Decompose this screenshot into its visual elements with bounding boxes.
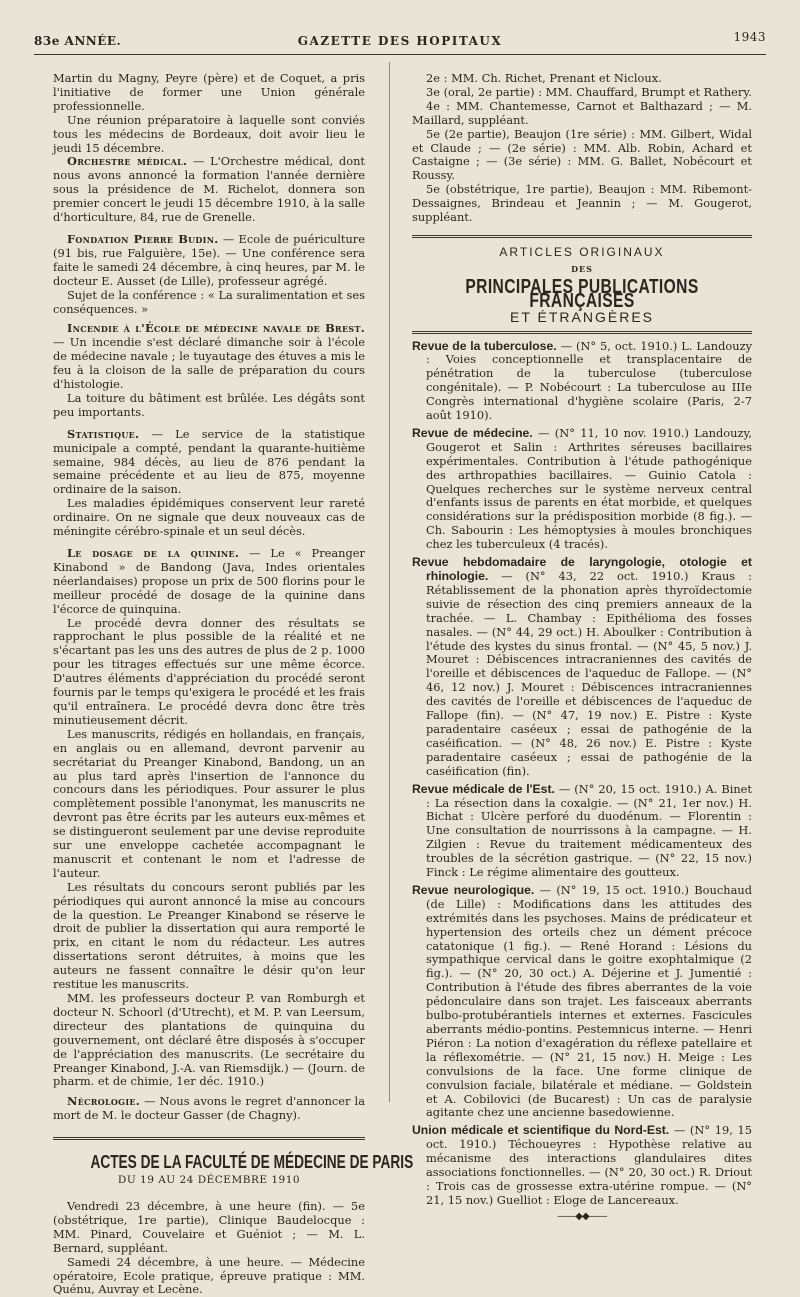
news-quinine xyxy=(53,547,365,617)
review-text: — (N° 19, 15 oct. 1910.) Téchoueyres : Hypothèse relative au mécanisme des interactions glandulaires dites associations fonctionnelles. — (N° 20, 30 oct.) R. Driout : Trois cas de grossesse extra-utérine rompue. — (N° 21, 15 nov.) Guelliot : Eloge de Lancereaux. xyxy=(426,1123,752,1207)
end-ornament: ——◆◆—— xyxy=(557,1210,607,1222)
paragraph-union: Martin du Magny, Peyre (père) et de Coquet, a pris l'initiative de former une Union générale professionnelle. xyxy=(53,71,365,113)
review-text: — (N° 19, 15 oct. 1910.) Bouchaud (de Lille) : Modifications dans les attitudes des extrémités dans les psychoses. Mains de prédicateur et hypertension des orteils chez un dément précoce catatonique (1 fig.). — René Horand : Lésions du sympathique cervical dans le goitre exophtalmique (2 fig.). — (N° 20, 30 oct.) A. Déjerine et J. Jumentié : Contribution à l'étude des fibres aberrantes de la voie pédonculaire dans son trajet. Les faisceaux aberrants bulbo-protubérantiels internes et externes. Fascicules aberrants médio-pontins. Pestemnicus interne. — Henri Piéron : La notion d'exagération du réflexe patellaire et la réflexométrie. — (N° 21, 15 nov.) H. Meige : Les convulsions de la face. Une forme clinique de convulsion faciale, bilatérale et médiane. — Goldstein et A. Cobilovici (de Bucarest) : Un cas de paralysie agitante chez une ancienne basedowienne. xyxy=(426,882,752,1120)
news-quinine-p5: MM. les professeurs docteur P. van Romburgh et docteur N. Schoorl (d'Utrecht), et M. P. van Leersum, directeur des plantations de quinquina du gouvernement, ont déclaré être disposés à s'occuper de l'appréciation des manuscrits. (Le secrétaire du Preanger Kinabond, J.-A. van Riemsdijk.) — (Journ. de pharm. et de chimie, 1er déc. 1910.) xyxy=(53,991,365,1089)
articles-subtitle: ET ÉTRANGÈRES xyxy=(510,308,654,325)
review-text: — (N° 20, 15 oct. 1910.) A. Binet : La résection dans la coxalgie. — (N° 21, 1er nov.) H. Bichat : Ulcère perforé du duodénum. — Florentin : Une consultation de nourrissons à la campagne. — H. Zilgien : Revue du traitement médicamenteux des troubles de la sécrétion gastrique. — (N° 22, 15 nov.) Finck : Le régime alimentaire des goutteux. xyxy=(426,781,753,880)
review-title: Revue de la tuberculose. xyxy=(412,338,557,353)
running-head xyxy=(34,30,766,50)
review-text: — (N° 11, 10 nov. 1910.) Landouzy, Gougerot et Salin : Arthrites séreuses bacillaires expérimentales. Contribution à l'étude pathogénique des arthropathies bacillaires. — Guinio Catola : Quelques recherches sur le système nerveux central d'enfants issus de parents en état morbide, et quelques considérations sur la prédisposition morbide (8 fig.). — Ch. Sabourin : Les hémoptysies à moules bronchiques chez les tuberculeux (4 tracés). xyxy=(426,425,752,552)
news-heading: Nécrologie. xyxy=(67,1094,141,1109)
news-heading: Le dosage de la quinine. xyxy=(67,546,240,560)
page-number: 1943 xyxy=(733,30,766,44)
actes-section xyxy=(53,1137,414,1188)
news-text: — Le « Preanger Kinabond » de Bandong (Java, Indes orientales néerlandaises) propose un prix de 500 florins pour le meilleur procédé de dosage de la quinine dans l'écorce de quinquina. xyxy=(53,546,365,616)
review-entry xyxy=(412,556,752,779)
news-heading: Fondation Pierre Budin. xyxy=(67,231,219,246)
review-text: — (N° 43, 22 oct. 1910.) Kraus : Rétablissement de la phonation après thyroïdectomie suivie de résection des cinq premiers anneaux de la trachée. — L. Chambay : Epithélioma des fosses nasales. — (N° 44, 29 oct.) H. Aboulker : Contribution à l'étude des kystes du sinus frontal. — (N° 45, 5 nov.) J. Mouret : Débiscences intracraniennes des cavités de l'oreille et débiscences de l'aqueduc de Fallope. — (N° 46, 12 nov.) J. Mouret : Débiscences intracraniennes des cavités de l'oreille et débiscences de l'aqueduc de Fallope (fin). — (N° 47, 19 nov.) E. Pistre : Kyste paradentaire caséeux ; essai de pathogénie de la caséification. — (N° 48, 26 nov.) E. Pistre : Kyste paradentaire caséeux ; essai de pathogénie de la caséification (fin). xyxy=(426,569,752,778)
news-text: — Un incendie s'est déclaré dimanche soir à l'école de médecine navale ; le tuyautage des étuves a mis le feu à la cloison de la salle de préparation du cours d'histologie. xyxy=(53,335,365,392)
header-rule xyxy=(34,54,766,55)
review-entry xyxy=(412,340,752,423)
year-label: 83e ANNÉE. xyxy=(34,34,122,48)
news-heading: Incendie à l'École de médecine navale de Brest. xyxy=(67,321,365,336)
news-statistique xyxy=(53,428,365,498)
journal-title: GAZETTE DES HOPITAUX xyxy=(297,34,503,48)
news-text: — Ecole de puériculture (91 bis, rue Falguière, 15e). — Une conférence sera faite le samedi 24 décembre, à cinq heures, par M. le docteur E. Ausset (de Lille), professeur agrégé. xyxy=(53,231,365,288)
actes-date: DU 19 AU 24 DÉCEMBRE 1910 xyxy=(117,1174,301,1187)
actes-title: ACTES DE LA FACULTÉ DE MÉDECINE DE PARIS xyxy=(90,1152,414,1173)
left-column xyxy=(53,71,414,1297)
articles-heading: ARTICLES ORIGINAUX xyxy=(499,244,665,259)
review-entry xyxy=(412,1124,752,1207)
articles-des: DES xyxy=(571,263,593,274)
review-title: Union médicale et scientifique du Nord-Est. xyxy=(412,1123,670,1138)
news-text: — Le service de la statistique municipale a compté, pendant la quarante-huitième semaine, 984 décès, au lieu de 876 pendant la semaine précédente et au lieu de 875, moyenne ordinaire de la saison. xyxy=(53,426,365,497)
exam-line: 5e (obstétrique, 1re partie), Beaujon : MM. Ribemont-Dessaignes, Brindeau et Jeannin ; — M. Gougerot, suppléant. xyxy=(412,182,752,225)
review-text: — (N° 5, oct. 1910.) L. Landouzy : Voies conceptionnelle et transplacentaire de pénétration de la tuberculose (tuberculose congénitale). — P. Nobécourt : La tuberculose au IIIe Congrès international d'hygiène scolaire (Paris, 2-7 août 1910). xyxy=(426,338,753,423)
review-entry xyxy=(412,427,752,552)
exam-line: 3e (oral, 2e partie) : MM. Chauffard, Brumpt et Rathery. xyxy=(426,84,752,99)
paragraph-reunion: Une réunion préparatoire à laquelle sont conviés tous les médecins de Bordeaux, doit avoir lieu le jeudi 15 décembre. xyxy=(53,112,365,155)
review-entry xyxy=(412,884,752,1120)
exam-line: 5e (2e partie), Beaujon (1re série) : MM. Gilbert, Widal et Claude ; — (2e série) : MM. Alb. Robin, Achard et Castaigne ; — (3e série) : MM. G. Ballet, Nobécourt et Roussy. xyxy=(412,126,752,183)
news-quinine-p2: Le procédé devra donner des résultats se rapprochant le plus possible de la réalité et ne s'écartant pas les uns des autres de plus de 2 p. 1000 pour les titrages effectués sur une même écorce. D'autres éléments d'appréciation du procédé seront fournis par le temps qu'exigera le procédé et les frais qu'il entraînera. Le procédé devra donc être très minutieusement décrit. xyxy=(53,615,365,727)
news-budin xyxy=(53,233,365,289)
articles-main-title: PRINCIPALES PUBLICATIONS FRANÇAISES xyxy=(465,275,699,312)
news-text: — L'Orchestre médical, dont nous avons annoncé la formation l'année dernière sous la présidence de M. Richelot, donnera son premier concert le jeudi 15 décembre 1910, à la salle d'horticulture, 84, rue de Grenelle. xyxy=(53,154,365,225)
news-quinine-p4: Les résultats du concours seront publiés par les périodiques qui auront annoncé la mise au concours de la question. Le Preanger Kinabond se réserve le droit de publier la dissertation qui aura remporté le prix, en citant le nom du rédacteur. Les autres dissertations seront détruites, à moins que les auteurs ne fassent connaître le désir qu'on leur restitue les manuscrits. xyxy=(53,879,365,992)
review-entry xyxy=(412,783,752,880)
news-orchestre xyxy=(53,155,365,225)
column-divider xyxy=(389,62,390,1102)
review-title: Revue hebdomadaire de laryngologie, otologie et rhinologie. xyxy=(412,555,752,583)
right-column xyxy=(412,72,752,1224)
news-incendie xyxy=(53,322,365,392)
actes-samedi: Samedi 24 décembre, à une heure. — Médecine opératoire, Ecole pratique, épreuve pratique : MM. Quénu, Auvray et Lecène. xyxy=(53,1254,365,1297)
news-text: — Nous avons le regret d'annoncer la mort de M. le docteur Gasser (de Chagny). xyxy=(53,1094,365,1123)
articles-heading-box xyxy=(412,235,752,334)
news-quinine-p3: Les manuscrits, rédigés en hollandais, en français, en anglais ou en allemand, devront parvenir au secrétariat du Preanger Kinabond, Bandong, un an au plus tard après l'insertion de l'annonce du concours dans les périodiques. Pour assurer le plus complètement possible l'anonymat, les manuscrits ne devront pas être écrits par les auteurs eux-mêmes et se distingueront seulement par une devise reproduite sur une enveloppe cachetée accompagnant le manuscrit et contenant le nom et l'adresse de l'auteur. xyxy=(53,726,365,880)
news-budin-sujet: Sujet de la conférence : « La suralimentation et ses conséquences. » xyxy=(53,287,365,316)
news-necrologie xyxy=(53,1095,365,1123)
news-heading: Orchestre médical. xyxy=(67,154,188,169)
actes-vendredi: Vendredi 23 décembre, à une heure (fin). — 5e (obstétrique, 1re partie), Clinique Baudelocque : MM. Pinard, Couvelaire et Guéniot ; — M. L. Bernard, suppléant. xyxy=(53,1198,365,1255)
exam-line: 4e : MM. Chantemesse, Carnot et Balthazard ; — M. Maillard, suppléant. xyxy=(412,98,752,127)
review-title: Revue neurologique. xyxy=(412,882,535,897)
news-incendie-p2: La toiture du bâtiment est brûlée. Les dégâts sont peu importants. xyxy=(53,390,365,419)
news-heading: Statistique. xyxy=(67,426,140,441)
review-title: Revue de médecine. xyxy=(412,425,533,440)
news-statistique-p2: Les maladies épidémiques conservent leur rareté ordinaire. On ne signale que deux nouveaux cas de méningite cérébro-spinale et un seul décès. xyxy=(53,496,365,539)
exam-line: 2e : MM. Ch. Richet, Prenant et Nicloux. xyxy=(426,71,662,85)
review-title: Revue médicale de l'Est. xyxy=(412,781,555,796)
